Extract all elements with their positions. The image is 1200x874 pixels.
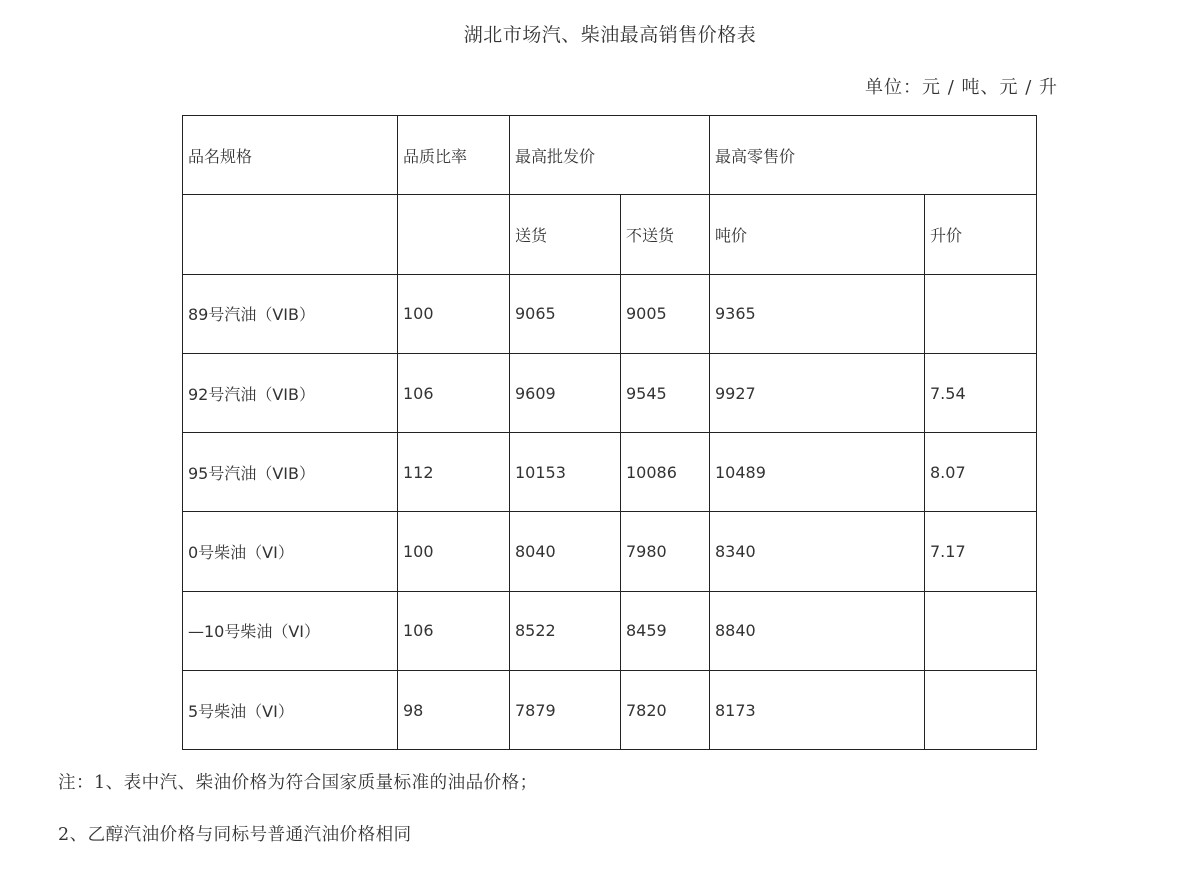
cell-retail-per-liter: 8.07 [925,433,1037,512]
footnote-1: 注：1、表中汽、柴油价格为符合国家质量标准的油品价格； [58,773,538,793]
cell-quality-ratio: 100 [398,274,510,353]
subheader-cell-empty [398,195,510,274]
cell-wholesale-delivery: 8040 [510,512,621,591]
cell-retail-per-liter: 7.17 [925,512,1037,591]
cell-retail-per-ton: 8340 [710,512,925,591]
cell-product: 5号柴油（VI） [183,671,398,750]
header-cell-product: 品名规格 [183,116,398,195]
cell-product: 95号汽油（VIB） [183,433,398,512]
subheader-cell-no-delivery: 不送货 [621,195,710,274]
table-header-row [183,116,1037,195]
cell-quality-ratio: 106 [398,353,510,432]
table-row [183,512,1037,591]
cell-wholesale-delivery: 10153 [510,433,621,512]
cell-wholesale-no-delivery: 8459 [621,591,710,670]
cell-wholesale-no-delivery: 7820 [621,671,710,750]
cell-retail-per-liter [925,274,1037,353]
cell-wholesale-delivery: 8522 [510,591,621,670]
table-row [183,353,1037,432]
subheader-cell-empty [183,195,398,274]
cell-quality-ratio: 98 [398,671,510,750]
cell-retail-per-ton: 9365 [710,274,925,353]
cell-product: 89号汽油（VIB） [183,274,398,353]
table-row [183,274,1037,353]
cell-retail-per-ton: 8173 [710,671,925,750]
subheader-cell-delivery: 送货 [510,195,621,274]
subheader-cell-price-per-ton: 吨价 [710,195,925,274]
cell-retail-per-ton: 8840 [710,591,925,670]
cell-retail-per-ton: 10489 [710,433,925,512]
cell-retail-per-liter: 7.54 [925,353,1037,432]
unit-label: 单位：元 / 吨、元 / 升 [864,77,1058,98]
cell-product: 0号柴油（VI） [183,512,398,591]
table-subheader-row [183,195,1037,274]
table-row [183,433,1037,512]
cell-wholesale-delivery: 9065 [510,274,621,353]
footnote-2: 2、乙醇汽油价格与同标号普通汽油价格相同 [58,825,412,845]
subheader-cell-price-per-liter: 升价 [925,195,1037,274]
header-cell-quality-ratio: 品质比率 [398,116,510,195]
price-table [182,115,1037,750]
cell-retail-per-liter [925,671,1037,750]
table-row [183,671,1037,750]
cell-product: —10号柴油（VI） [183,591,398,670]
cell-quality-ratio: 106 [398,591,510,670]
cell-wholesale-no-delivery: 7980 [621,512,710,591]
cell-product: 92号汽油（VIB） [183,353,398,432]
header-cell-max-wholesale: 最高批发价 [510,116,710,195]
cell-wholesale-no-delivery: 9005 [621,274,710,353]
cell-wholesale-no-delivery: 10086 [621,433,710,512]
cell-retail-per-liter [925,591,1037,670]
cell-quality-ratio: 112 [398,433,510,512]
table-row [183,591,1037,670]
cell-wholesale-no-delivery: 9545 [621,353,710,432]
header-cell-max-retail: 最高零售价 [710,116,1037,195]
cell-quality-ratio: 100 [398,512,510,591]
cell-wholesale-delivery: 7879 [510,671,621,750]
cell-retail-per-ton: 9927 [710,353,925,432]
document-title: 湖北市场汽、柴油最高销售价格表 [463,24,757,46]
cell-wholesale-delivery: 9609 [510,353,621,432]
